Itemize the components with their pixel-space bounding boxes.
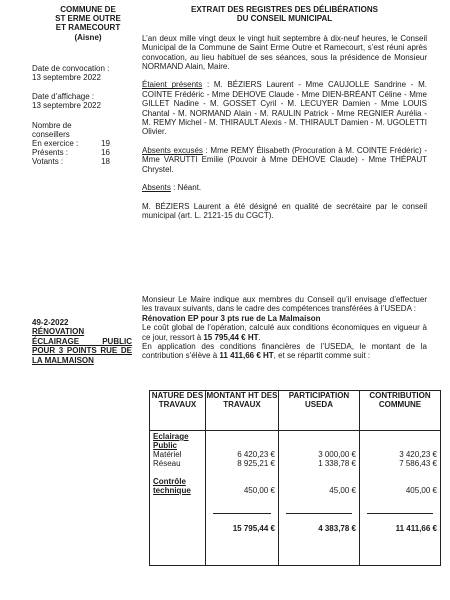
count-label: Votants : [32,157,64,167]
montant-cell [206,431,279,566]
body-text: En application des conditions financières de l’USEDA, le montant de la contribution s’élève à [142,342,427,361]
count-value: 16 [101,148,110,158]
montant-value: 8 925,21 € [237,459,275,468]
table-header: MONTANT HT DES TRAVAUX [206,391,279,431]
presents-paragraph [142,80,427,136]
row-label: Réseau [153,459,181,468]
table-header: CONTRIBUTION COMMUNE [360,391,441,431]
total-useda: 4 383,78 € [318,524,356,533]
commune-block [38,5,138,42]
title-line: EXTRAIT DES REGISTRES DES DÉLIBÉRATIONS [191,5,378,14]
affichage-date: 13 septembre 2022 [32,101,101,111]
affichage-block [32,92,138,110]
body-paragraph: Monsieur Le Maire indique aux membres du Conseil qu’il envisage d’effectuer les travaux suivants, dans le cadre des compétences transférées à l’USEDA : [142,295,427,314]
main-text [142,5,427,220]
commune-value: 7 586,43 € [399,459,437,468]
deliberation-subject: RÉNOVATION ÉCLAIRAGE PUBLIC POUR 3 POINTS RUE DE LA MALMAISON [32,327,132,365]
absents-text: : Néant. [170,183,202,193]
body-amount: 15 795,44 € HT [203,332,259,342]
absents-paragraph [142,183,427,192]
montant-value: 6 420,23 € [237,450,275,459]
total-montant: 15 795,44 € [232,524,275,533]
conseillers-label: conseillers [32,129,70,139]
commune-value: 3 420,23 € [399,450,437,459]
conseillers-label: Nombre de [32,120,72,130]
count-value: 19 [101,139,110,149]
count-label: En exercice : [32,139,79,149]
left-column [32,5,138,167]
body-paragraph [142,323,427,342]
commune-value: 405,00 € [405,486,437,495]
count-label: Présents : [32,148,69,158]
body-paragraph [142,342,427,361]
table-header: PARTICIPATION USEDA [279,391,360,431]
body-text: , et se répartit comme suit : [273,351,371,361]
convocation-label: Date de convocation : [32,63,110,73]
presents-text: : M. BÉZIERS Laurent - Mme CAUJOLLE Sandrine - M. COINTE Frédéric - Mme DEHOVE Claude - Mme DIEN-BRÉANT Céline - Mme GILLET Nadine - M. GOSSET Cyril - M. LECUYER Damien - Mme LOUIS Chantal - M. NORMAND Alain - M. RAULIN Patrick - Mme REGNIER Aurélia - M. REMY Michel - M. THIRAULT Alexis - M. THIRAULT Damien - M. UGOLETTI Olivier. [142,80,428,137]
page-title [142,5,427,24]
commune-line: COMMUNE DE [60,5,116,14]
deliberation-block [32,318,132,365]
secretaire-paragraph: M. BÉZIERS Laurent a été désigné en qualité de secrétaire par le conseil municipal (art. L. 2121-15 du CGCT). [142,201,427,220]
convocation-block [32,64,138,82]
commune-line: (Aisne) [74,32,102,42]
excuses-text: : Mme REMY Élisabeth (Procuration à M. COINTE Frédéric) - Mme VARUTTI Emilie (Pouvoir à Mme DEHOVE Claude) - Mme THÉPAUT Chrystel. [142,145,428,174]
presents-label: Étaient présents [142,80,203,90]
body-text: . [258,332,261,342]
table-body-row [150,431,441,566]
row-label: Matériel [153,450,182,459]
absents-label: Absents [142,183,171,193]
useda-value: 45,00 € [329,486,356,495]
excuses-label: Absents excusés [142,145,203,155]
count-value: 18 [101,157,110,167]
total-commune: 11 411,66 € [395,524,437,533]
convocation-date: 13 septembre 2022 [32,73,101,83]
deliberation-number: 49-2-2022 [32,318,69,327]
contribution-table [149,390,441,566]
useda-value: 3 000,00 € [318,450,356,459]
deliberation-body [142,295,427,361]
body-amount: 11 411,66 € HT [219,351,274,361]
table-header-row [150,391,441,431]
excuses-paragraph [142,146,427,174]
section-label: Eclairage Public [153,432,189,450]
body-text: Le coût global de l’opération, calculé aux conditions économiques en vigueur à ce jour, ressort à [142,323,427,342]
montant-value: 450,00 € [243,486,275,495]
table-header: NATURE DES TRAVAUX [150,391,206,431]
body-heading: Rénovation EP pour 3 pts rue de La Malmaison [142,313,321,323]
useda-cell [279,431,360,566]
commune-cell [360,431,441,566]
counts-grid [32,139,138,167]
intro-paragraph: L’an deux mille vingt deux le vingt huit septembre à dix-neuf heures, le Conseil Municipal de la Commune de Saint Erme Outre et Ramecourt, s’est réuni après convocation, au lieu habituel de ses séances, sous la présidence de Monsieur NORMAND Alain, Maire. [142,33,427,72]
useda-value: 1 338,78 € [318,459,356,468]
title-line: DU CONSEIL MUNICIPAL [236,14,333,24]
row-label-controle: Contrôle technique [153,477,191,495]
conseillers-block [32,121,138,167]
commune-line: ST ERME OUTRE [55,14,121,24]
affichage-label: Date d’affichage : [32,92,95,102]
commune-line: ET RAMECOURT [55,23,121,33]
nature-cell [150,431,206,566]
